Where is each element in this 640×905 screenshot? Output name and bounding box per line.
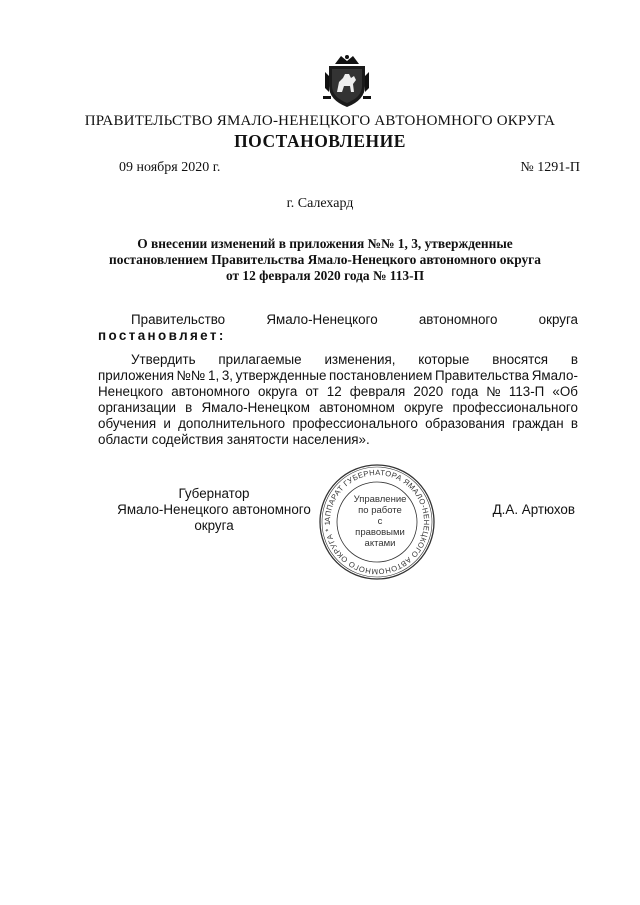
body-word: профессионального [452, 400, 578, 415]
signatory-name: Д.А. Артюхов [492, 502, 575, 517]
body-word: обучения [98, 416, 157, 431]
body-word: приложения [98, 368, 174, 383]
body-word: Утвердить [131, 352, 196, 367]
body-word: изменения, [324, 352, 396, 367]
body-word: № [486, 384, 501, 399]
seal-inner-line: с правовыми [355, 516, 405, 538]
body-word: года [451, 384, 479, 399]
body-word: вносятся [492, 352, 549, 367]
body-word: в [570, 352, 578, 367]
body-word: прилагаемые [218, 352, 302, 367]
body-word: Ямало-Ненецком [201, 400, 310, 415]
seal-ring-text: АППАРАТ ГУБЕРНАТОРА ЯМАЛО-НЕНЕЦКОГО АВТОНОМНОГО ОКРУГА * 1 [322, 467, 432, 577]
document-date: 09 ноября 2020 г. [119, 160, 221, 175]
body-line [98, 432, 578, 448]
intro-line [98, 312, 578, 327]
intro-word: округа [538, 312, 578, 327]
body-word: 2020 [413, 384, 444, 399]
intro-word: Ямало-Ненецкого [266, 312, 378, 327]
body-word: округе [404, 400, 444, 415]
body-line [98, 400, 578, 416]
title-line: О внесении изменений в приложения №№ 1, 3, утвержденные [137, 236, 513, 251]
body-paragraph [98, 352, 578, 448]
body-word: области содействия занятости населения». [98, 432, 370, 447]
signatory-title-line: Ямало-Ненецкого автономного округа [117, 502, 311, 533]
seal-inner-line: по работе [358, 505, 402, 516]
body-word: организации [98, 400, 177, 415]
intro-word: автономного [418, 312, 498, 327]
body-word: Ненецкого [98, 384, 164, 399]
intro-word: Правительство [131, 312, 226, 327]
body-word: дополнительного [178, 416, 286, 431]
body-line [98, 384, 578, 400]
document-title [90, 236, 560, 284]
seal-inner-line: актами [364, 538, 396, 549]
body-line [98, 416, 578, 432]
body-word: Ямало- [531, 368, 578, 383]
document-type: ПОСТАНОВЛЕНИЕ [234, 131, 406, 151]
body-word: №№ [176, 368, 206, 383]
body-word: от [305, 384, 319, 399]
signatory-title [98, 486, 330, 534]
body-word: округа [257, 384, 298, 399]
body-word: «Об [552, 384, 578, 399]
body-word: в [570, 416, 578, 431]
body-line [98, 352, 578, 368]
body-word: постановлением [329, 368, 433, 383]
body-word: и [163, 416, 171, 431]
document-city: г. Салехард [286, 196, 354, 211]
body-word: февраля [349, 384, 406, 399]
body-word: автономном [319, 400, 395, 415]
body-word: которые [418, 352, 470, 367]
title-line: постановлением Правительства Ямало-Ненецкого автономного округа [109, 252, 541, 267]
body-line [98, 368, 578, 384]
body-word: граждан [512, 416, 564, 431]
intro-paragraph [98, 312, 578, 343]
signatory-title-line: Губернатор [178, 486, 250, 501]
body-word: автономного [171, 384, 250, 399]
title-line: от 12 февраля 2020 года № 113-П [225, 268, 424, 283]
coat-of-arms-icon [321, 52, 373, 110]
body-word: образования [425, 416, 505, 431]
body-word: 12 [326, 384, 342, 399]
body-word: 3, [221, 368, 233, 383]
body-word: 113-П [508, 384, 545, 399]
body-word: в [185, 400, 193, 415]
document-number: № 1291-П [520, 160, 580, 175]
body-word: утвержденные [235, 368, 327, 383]
body-word: 1, [208, 368, 220, 383]
body-word: Правительства [434, 368, 530, 383]
seal-inner-line: Управление [353, 494, 407, 505]
body-word: профессионального [292, 416, 418, 431]
seal-inner-text [352, 494, 408, 549]
decree-word: постановляет: [98, 328, 226, 343]
organization-name: ПРАВИТЕЛЬСТВО ЯМАЛО-НЕНЕЦКОГО АВТОНОМНОГО ОКРУГА [84, 113, 556, 129]
